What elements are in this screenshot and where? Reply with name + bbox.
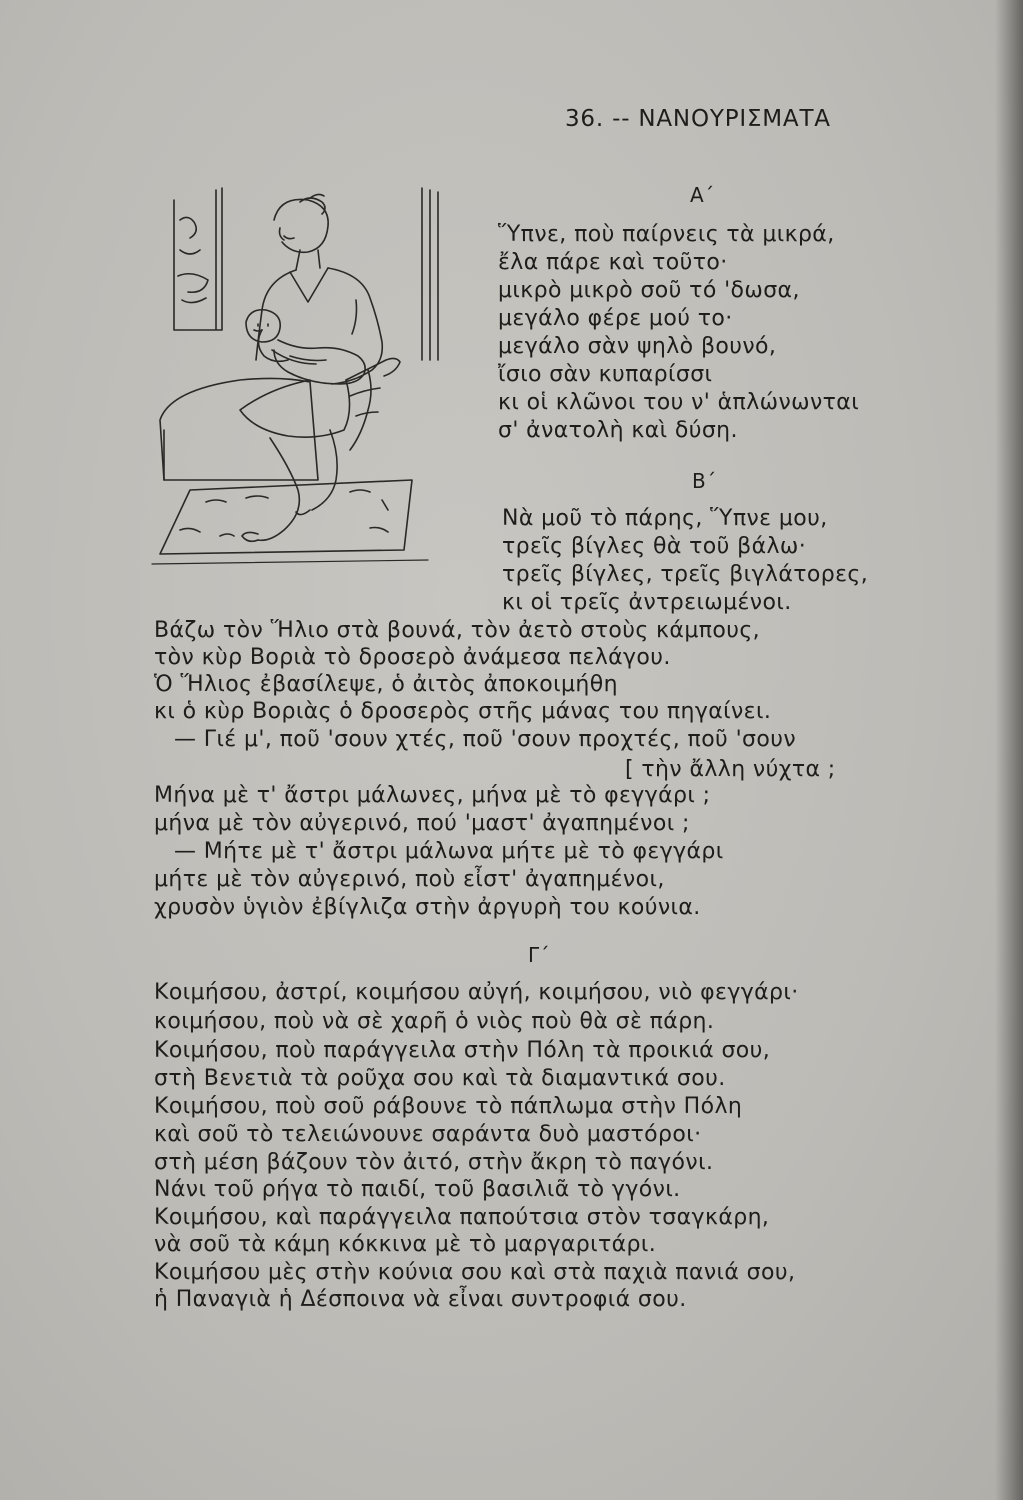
section-a-heading: Α΄ [690,183,715,207]
poem-line: μεγάλο φέρε μού το· [498,306,733,331]
page-edge-shadow [995,0,1023,1500]
poem-line: νὰ σοῦ τὰ κάμη κόκκινα μὲ τὸ μαργαριτάρι. [154,1232,657,1257]
poem-line-continuation: [ τὴν ἄλλη νύχτα ; [625,757,836,782]
poem-line: χρυσὸν ὑγιὸν ἐβίγλιζα στὴν ἀργυρὴ του κούνια. [154,895,701,920]
section-c-heading: Γ΄ [528,943,550,967]
poem-line: Κοιμήσου, ἀστρί, κοιμήσου αὐγή, κοιμήσου, νιὸ φεγγάρι· [154,980,799,1005]
poem-line: Κοιμήσου, καὶ παράγγειλα παπούτσια στὸν τσαγκάρη, [154,1205,770,1230]
poem-line: στὴ Βενετιὰ τὰ ροῦχα σου καὶ τὰ διαμαντικά σου. [154,1066,726,1091]
poem-line: Κοιμήσου μὲς στὴν κούνια σου καὶ στὰ παχιὰ πανιά σου, [154,1260,796,1285]
section-b-heading: Β΄ [692,469,717,493]
poem-line: Κοιμήσου, ποὺ παράγγειλα στὴν Πόλη τὰ προικιά σου, [154,1038,771,1063]
poem-line: μήτε μὲ τὸν αὐγερινό, ποὺ εἶστ' ἀγαπημένοι, [154,867,665,892]
poem-line: Νὰ μοῦ τὸ πάρης, Ὕπνε μου, [502,506,828,531]
poem-line: τὸν κὺρ Βοριὰ τὸ δροσερὸ ἀνάμεσα πελάγου. [154,645,671,670]
page-title: 36. -- ΝΑΝΟΥΡΙΣΜΑΤΑ [565,106,831,132]
poem-line: ἴσιο σὰν κυπαρίσσι [498,362,713,387]
poem-line: μήνα μὲ τὸν αὐγερινό, πού 'μαστ' ἀγαπημένοι ; [154,811,690,836]
poem-line: Νάνι τοῦ ρήγα τὸ παιδί, τοῦ βασιλιᾶ τὸ γγόνι. [154,1177,681,1202]
poem-line: Κοιμήσου, ποὺ σοῦ ράβουνε τὸ πάπλωμα στὴν Πόλη [154,1094,743,1119]
poem-line: κι οἱ κλῶνοι του ν' ἁπλώνωνται [498,390,860,415]
poem-line: στὴ μέση βάζουν τὸν ἀιτό, στὴν ἄκρη τὸ παγόνι. [154,1150,714,1175]
poem-line: κοιμήσου, ποὺ νὰ σὲ χαρῆ ὁ νιὸς ποὺ θὰ σὲ πάρη. [154,1009,715,1034]
poem-line: κι οἱ τρεῖς ἀντρειωμένοι. [502,590,792,615]
poem-line: ἔλα πάρε καὶ τοῦτο· [498,250,728,275]
poem-line: — Μήτε μὲ τ' ἄστρι μάλωνα μήτε μὲ τὸ φεγγάρι [174,839,724,864]
poem-line: σ' ἀνατολὴ καὶ δύση. [498,418,738,443]
poem-line: — Γιέ μ', ποῦ 'σουν χτές, ποῦ 'σουν προχτές, ποῦ 'σουν [174,727,797,752]
poem-line: τρεῖς βίγλες θὰ τοῦ βάλω· [502,534,807,559]
mother-and-baby-illustration [150,180,450,570]
poem-line: καὶ σοῦ τὸ τελειώνουνε σαράντα δυὸ μαστόροι· [154,1122,702,1147]
poem-line: μικρὸ μικρὸ σοῦ τό 'δωσα, [498,278,800,303]
poem-line: Ὕπνε, ποὺ παίρνεις τὰ μικρά, [498,222,835,247]
poem-line: ἡ Παναγιὰ ἡ Δέσποινα νὰ εἶναι συντροφιά σου. [154,1287,687,1312]
poem-line: τρεῖς βίγλες, τρεῖς βιγλάτορες, [502,562,869,587]
poem-line: μεγάλο σὰν ψηλὸ βουνό, [498,334,777,359]
poem-line: Ὁ Ἥλιος ἐβασίλεψε, ὁ ἀιτὸς ἀποκοιμήθη [154,672,618,697]
poem-line: Μήνα μὲ τ' ἄστρι μάλωνες, μήνα μὲ τὸ φεγγάρι ; [154,783,711,808]
poem-line: Βάζω τὸν Ἥλιο στὰ βουνά, τὸν ἀετὸ στοὺς κάμπους, [154,618,761,643]
poem-line: κι ὁ κὺρ Βοριὰς ὁ δροσερὸς στῆς μάνας του πηγαίνει. [154,699,772,724]
